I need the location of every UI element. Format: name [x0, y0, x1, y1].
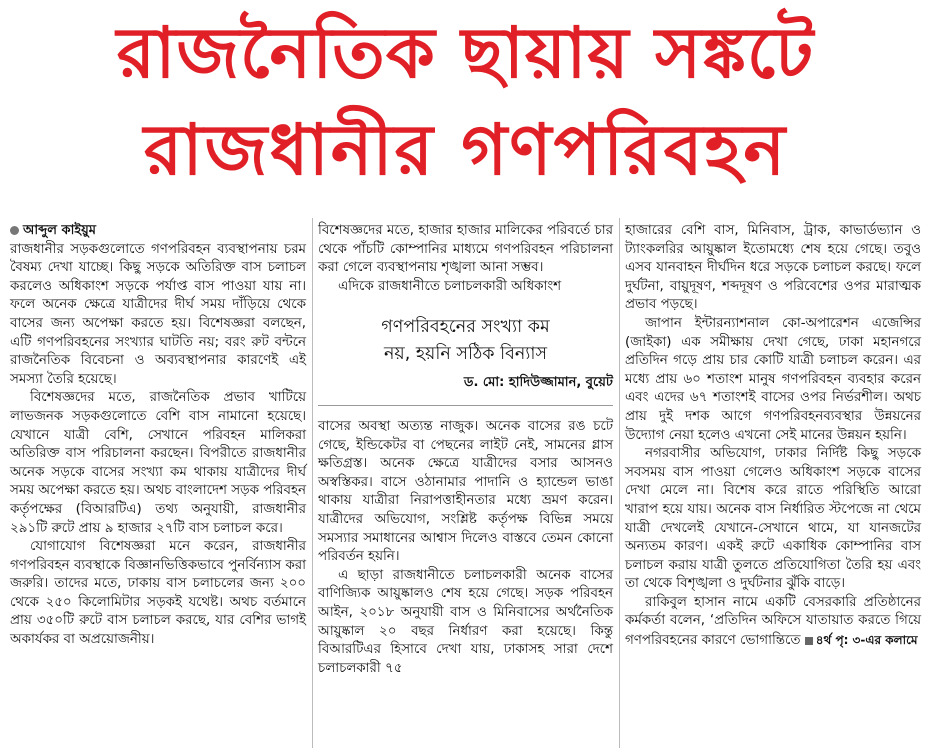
column-divider: [619, 218, 620, 748]
byline: [10, 222, 306, 241]
paragraph: এদিকে রাজধানীতে চলাচলকারী অধিকাংশ: [338, 278, 562, 294]
paragraph: হাজারের বেশি বাস, মিনিবাস, ট্রাক, কাভার্ডভ্যান ও ট্যাংকলরির আয়ুষ্কাল ইতোমধ্যে শেষ হয়ে গেছে। তবুও এসব যানবাহন দীর্ঘদিন ধরে সড়কে চলাচল করছে। ফলে দুর্ঘটনা, বায়ুদূষণ, শব্দদূষণ ও পরিবেশের ওপর মারাত্মক প্রভাব পড়ছে।: [625, 223, 921, 313]
byline-name: আব্দুল কাইয়ুম: [23, 223, 97, 238]
paragraph: যোগাযোগ বিশেষজ্ঞরা মনে করেন, রাজধানীর গণপরিবহন ব্যবস্থাকে বিজ্ঞানভিত্তিকভাবে পুনর্বিন্যাস করা জরুরি। তাদের মতে, ঢাকায় বাস চলাচলের জন্য ২০০ থেকে ২৫০ কিলোমিটার সড়কই যথেষ্ট। অথচ বর্তমানে প্রায় ৩৫০টি রুটে বাস চলাচল করছে, যার বেশির ভাগই অকার্যকর বা অপ্রয়োজনীয়।: [10, 539, 306, 648]
continued-text: ৪র্থ পৃ: ৩-এর কলামে: [815, 633, 918, 648]
headline: [0, 4, 931, 198]
column-divider: [312, 218, 313, 748]
paragraph-text: রাকিবুল হাসান নামে একটি বেসরকারি প্রতিষ্ঠানের কর্মকর্তা বলেন, ‘প্রতিদিন অফিসে যাতায়াত করতে গিয়ে গণপরিবহনের কারণে ভোগান্তিতে: [625, 594, 921, 649]
column-2: [318, 222, 613, 678]
column-1: [10, 222, 306, 650]
paragraph: বাসের অবস্থা অত্যন্ত নাজুক। অনেক বাসের রঙ চটে গেছে, ইন্ডিকেটর বা পেছনের লাইট নেই, সামনের গ্লাস ক্ষতিগ্রস্ত। অনেক ক্ষেত্রে যাত্রীদের বসার আসনও অস্বস্তিকর। বাসে ওঠানামার পাদানি ও হ্যান্ডেল ভাঙা থাকায় যাত্রীরা নিরাপত্তাহীনতার মধ্যে ভ্রমণ করেন। যাত্রীদের অভিযোগ, সংশ্লিষ্ট কর্তৃপক্ষ বিভিন্ন সময়ে সমস্যার সমাধানের আশ্বাস দিলেও বাস্তবে তেমন কোনো পরিবর্তন হয়নি।: [318, 418, 613, 565]
paragraph: বিশেষজ্ঞদের মতে, রাজনৈতিক প্রভাব খাটিয়ে লাভজনক সড়কগুলোতে বেশি বাস নামানো হয়েছে। যেখানে যাত্রী বেশি, সেখানে পরিবহন মালিকরা অতিরিক্ত বাস পরিচালনা করছেন। বিপরীতে রাজধানীর অনেক সড়কে বাসের সংখ্যা কম থাকায় যাত্রীদের দীর্ঘ সময় অপেক্ষা করতে হয়। অথচ বাংলাদেশ সড়ক পরিবহন কর্তৃপক্ষের (বিআরটিএ) তথ্য অনুযায়ী, রাজধানীর ২৯১টি রুটে প্রায় ৯ হাজার ২৭টি বাস চলাচল করে।: [10, 390, 306, 536]
subheadline: [318, 314, 613, 368]
headline-line-1: রাজনৈতিক ছায়ায় সঙ্কটে: [116, 12, 815, 94]
paragraph: নগরবাসীর অভিযোগ, ঢাকার নির্দিষ্ট কিছু সড়কে সবসময় বাস পাওয়া গেলেও অধিকাংশ সড়কে বাসের দেখা মেলে না। বিশেষ করে রাতে পরিস্থিতি আরো খারাপ হয়ে যায়। অনেক বাস নির্ধারিত স্টপেজে না থেমে যাত্রী দেখলেই যেখানে-সেখানে থামে, যা যানজটের অন্যতম কারণ। একই রুটে একাধিক কোম্পানির বাস চলাচল করায় যাত্রী তুলতে প্রতিযোগিতা তৈরি হয় এবং তা থেকে বিশৃঙ্খলা ও দুর্ঘটনার ঝুঁকি বাড়ে।: [625, 446, 921, 592]
paragraph: বিশেষজ্ঞদের মতে, হাজার হাজার মালিকের পরিবর্তে চার থেকে পাঁচটি কোম্পানির মাধ্যমে গণপরিবহন পরিচালনা করা গেলে ব্যবস্থাপনায় শৃঙ্খলা আনা সম্ভব।: [318, 223, 613, 276]
bullet-dot-icon: [10, 226, 19, 235]
paragraph: রাজধানীর সড়কগুলোতে গণপরিবহন ব্যবস্থাপনায় চরম বৈষম্য দেখা যাচ্ছে। কিছু সড়কে অতিরিক্ত বাস চলাচল করলেও অধিকাংশ সড়কে পর্যাপ্ত বাস পাওয়া যায় না। ফলে অনেক ক্ষেত্রে যাত্রীদের দীর্ঘ সময় দাঁড়িয়ে থেকে বাসের জন্য অপেক্ষা করতে হয়। বিশেষজ্ঞরা বলছেন, এটি গণপরিবহনের সংখ্যার ঘাটতি নয়; বরং রুট বন্টনে রাজনৈতিক বিবেচনা ও অব্যবস্থাপনার কারণেই এই সমস্যা তৈরি হয়েছে।: [10, 241, 306, 387]
paragraph: জাপান ইন্টারন্যাশনাল কো-অপারেশন এজেন্সির (জাইকা) এক সমীক্ষায় দেখা গেছে, ঢাকা মহানগরে প্রতিদিন গড়ে প্রায় চার কোটি যাত্রী চলাচল করেন। এর মধ্যে প্রায় ৬০ শতাংশ মানুষ গণপরিবহন ব্যবহার করেন এবং এদের ৬৭ শতাংশই বাসের ওপর নির্ভরশীল। অথচ প্রায় দুই দশক আগে গণপরিবহনব্যবস্থার উন্নয়নের উদ্যোগ নেয়া হলেও এখনো সেই মানের উন্নয়ন হয়নি।: [625, 315, 921, 443]
column-3: [625, 222, 921, 651]
headline-line-2: রাজধানীর গণপরিবহন: [143, 109, 788, 191]
quote-author: ড. মো: হাদিউজ্জামান, বুয়েট: [318, 374, 613, 406]
subheadline-line-2: নয়, হয়নি সঠিক বিন্যাস: [383, 344, 548, 365]
paragraph: এ ছাড়া রাজধানীতে চলাচলকারী অনেক বাসের বাণিজ্যিক আয়ুষ্কালও শেষ হয়ে গেছে। সড়ক পরিবহন আইন, ২০১৮ অনুযায়ী বাস ও মিনিবাসের অর্থনৈতিক আয়ুষ্কাল ২০ বছর নির্ধারণ করা হয়েছে। কিন্তু বিআরটিএর হিসাবে দেখা যায়, ঢাকাসহ সারা দেশে চলাচলকারী ৭৫: [318, 567, 613, 676]
paragraph: [625, 594, 921, 651]
subheadline-line-1: গণপরিবহনের সংখ্যা কম: [381, 317, 550, 338]
continued-marker: [805, 633, 918, 647]
square-icon: [805, 637, 813, 645]
